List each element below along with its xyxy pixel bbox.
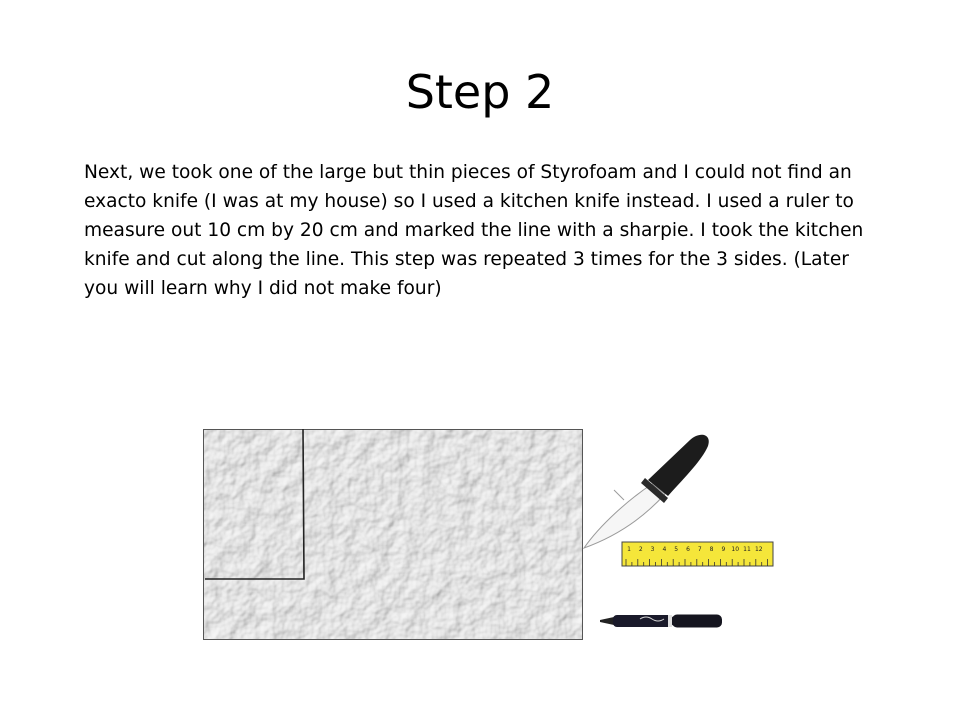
ruler-number: 3: [650, 546, 655, 553]
ruler-number: 2: [638, 546, 643, 553]
ruler-number: 12: [754, 546, 763, 553]
sharpie-marker-icon: [600, 615, 722, 628]
ruler-icon: [622, 542, 773, 566]
ruler-number: 5: [674, 546, 679, 553]
ruler-number: 4: [662, 546, 667, 553]
ruler-number: 9: [721, 546, 726, 553]
ruler-number: 1: [627, 546, 631, 553]
step-description: Next, we took one of the large but thin pieces of Styrofoam and I could not find an exacto knife (I was at my house) so I used a kitchen knife instead. I used a ruler to measure out 10 cm by 20 cm and marked the line with a sharpie. I took the kitchen knife and cut along the line. This step was repeated 3 times for the 3 sides. (Later you will learn why I did not make four): [84, 162, 864, 299]
ruler-number: 7: [697, 546, 702, 553]
styrofoam-sheet: [203, 429, 583, 640]
ruler-number: 6: [686, 546, 690, 553]
kitchen-knife-icon: [584, 435, 709, 548]
ruler-number: 11: [743, 546, 751, 553]
slide-title: Step 2: [405, 65, 555, 119]
ruler-number: 8: [709, 546, 714, 553]
ruler-number: 10: [731, 546, 740, 553]
